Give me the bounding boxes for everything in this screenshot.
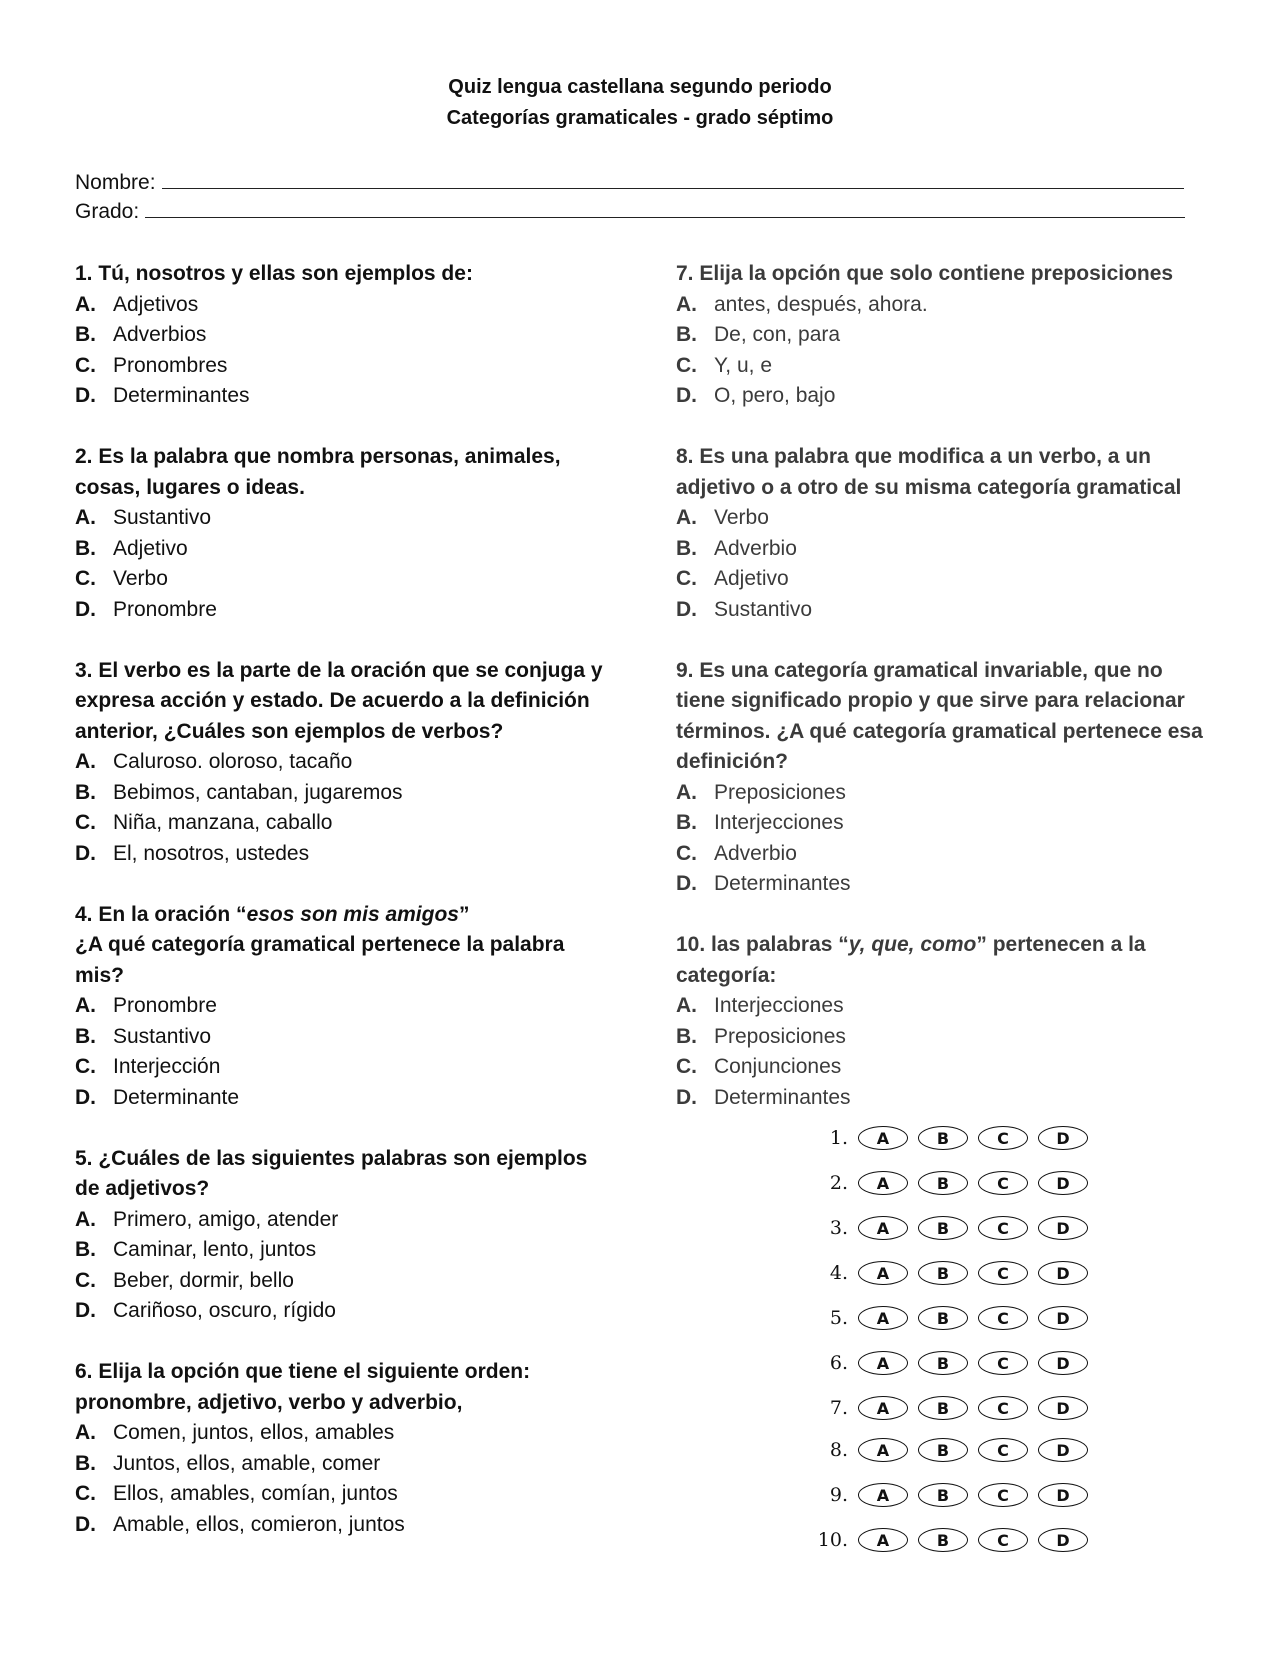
option-text: Caluroso. oloroso, tacaño bbox=[113, 750, 353, 773]
bubble-c[interactable]: C bbox=[978, 1483, 1028, 1507]
answer-number: 7. bbox=[829, 1397, 848, 1419]
answer-number: 3. bbox=[829, 1217, 848, 1239]
answer-number: 4. bbox=[829, 1262, 848, 1284]
question-text-post: ” pertenecen a la categoría: bbox=[676, 933, 1146, 987]
bubble-d[interactable]: D bbox=[1038, 1483, 1088, 1507]
bubble-c[interactable]: C bbox=[978, 1528, 1028, 1552]
option-text: Adjetivo bbox=[113, 536, 188, 560]
bubble-b[interactable]: B bbox=[918, 1126, 968, 1150]
option-text: Amable, ellos, comieron, juntos bbox=[113, 1512, 405, 1536]
bubble-a[interactable]: A bbox=[858, 1483, 908, 1507]
bubble-c[interactable]: C bbox=[978, 1261, 1028, 1285]
option-text: Conjunciones bbox=[714, 1055, 842, 1078]
option-letter: D. bbox=[676, 1085, 697, 1109]
option-b[interactable] bbox=[676, 808, 1216, 839]
option-text: Comen, juntos, ellos, amables bbox=[113, 1421, 395, 1444]
option-a[interactable] bbox=[676, 290, 1216, 321]
bubble-d[interactable]: D bbox=[1038, 1528, 1088, 1552]
question-3 bbox=[75, 656, 635, 870]
question-text: 1. Tú, nosotros y ellas son ejemplos de: bbox=[75, 262, 473, 285]
question-text: 9. Es una categoría gramatical invariable, que no tiene significado propio y que sirve para relacionar términos. ¿A qué categoría gramatical pertenece esa definición? bbox=[676, 658, 1203, 773]
option-d[interactable] bbox=[75, 595, 635, 626]
answer-row-4 bbox=[806, 1259, 1098, 1287]
option-b[interactable] bbox=[75, 778, 635, 809]
option-letter: A. bbox=[75, 292, 96, 316]
option-text: Y, u, e bbox=[714, 353, 772, 377]
option-letter: C. bbox=[676, 353, 697, 377]
answer-number: 1. bbox=[829, 1127, 848, 1149]
left-column bbox=[75, 259, 635, 1540]
question-text: 6. Elija la opción que tiene el siguiente orden: pronombre, adjetivo, verbo y adverbio, bbox=[75, 1360, 531, 1414]
bubble-a[interactable]: A bbox=[858, 1126, 908, 1150]
question-6 bbox=[75, 1357, 635, 1540]
option-letter: B. bbox=[75, 780, 96, 804]
option-letter: A. bbox=[676, 994, 697, 1017]
option-letter: B. bbox=[676, 811, 697, 834]
quiz-title: Quiz lengua castellana segundo periodo bbox=[448, 76, 832, 98]
question-text: 8. Es una palabra que modifica a un verbo, a un adjetivo o a otro de su misma categoría gramatical bbox=[676, 445, 1182, 499]
bubble-b[interactable]: B bbox=[918, 1483, 968, 1507]
option-a[interactable] bbox=[75, 503, 635, 534]
option-text: Interjecciones bbox=[714, 994, 844, 1017]
bubble-c[interactable]: C bbox=[978, 1351, 1028, 1375]
question-5 bbox=[75, 1144, 635, 1327]
option-letter: C. bbox=[676, 841, 697, 865]
bubble-d[interactable]: D bbox=[1038, 1306, 1088, 1330]
option-d[interactable] bbox=[676, 869, 1216, 900]
option-text: Bebimos, cantaban, jugaremos bbox=[113, 780, 403, 804]
option-text: Sustantivo bbox=[714, 597, 813, 621]
option-a[interactable] bbox=[676, 503, 1216, 534]
option-b[interactable] bbox=[75, 1449, 635, 1480]
question-text-italic: y, que, como bbox=[848, 933, 977, 956]
answer-number: 8. bbox=[829, 1439, 848, 1461]
option-letter: A. bbox=[676, 292, 697, 316]
option-text: Caminar, lento, juntos bbox=[113, 1238, 317, 1261]
option-text: El, nosotros, ustedes bbox=[113, 841, 310, 865]
option-a[interactable] bbox=[676, 991, 1216, 1022]
quiz-subtitle: Categorías gramaticales - grado séptimo bbox=[446, 107, 834, 129]
option-letter: B. bbox=[676, 323, 697, 346]
option-letter: A. bbox=[75, 1207, 96, 1231]
right-column bbox=[676, 259, 1216, 1113]
option-d[interactable] bbox=[75, 1296, 635, 1327]
option-letter: B. bbox=[75, 536, 96, 560]
bubble-a[interactable]: A bbox=[858, 1306, 908, 1330]
option-d[interactable] bbox=[75, 1083, 635, 1114]
option-a[interactable] bbox=[75, 1418, 635, 1449]
option-c[interactable] bbox=[75, 808, 635, 839]
option-letter: A. bbox=[75, 1421, 96, 1444]
bubble-c[interactable]: C bbox=[978, 1216, 1028, 1240]
option-a[interactable] bbox=[676, 778, 1216, 809]
option-letter: C. bbox=[75, 353, 96, 377]
option-letter: B. bbox=[75, 1238, 96, 1261]
option-b[interactable] bbox=[676, 320, 1216, 351]
option-letter: D. bbox=[676, 872, 697, 895]
question-text: 7. Elija la opción que solo contiene preposiciones bbox=[676, 262, 1174, 285]
bubble-a[interactable]: A bbox=[858, 1528, 908, 1552]
option-a[interactable] bbox=[75, 1205, 635, 1236]
bubble-a[interactable]: A bbox=[858, 1261, 908, 1285]
bubble-b[interactable]: B bbox=[918, 1261, 968, 1285]
option-letter: D. bbox=[676, 384, 697, 407]
question-4 bbox=[75, 900, 635, 1114]
option-text: O, pero, bajo bbox=[714, 384, 836, 407]
bubble-d[interactable]: D bbox=[1038, 1438, 1088, 1462]
bubble-c[interactable]: C bbox=[978, 1306, 1028, 1330]
bubble-d[interactable]: D bbox=[1038, 1216, 1088, 1240]
bubble-d[interactable]: D bbox=[1038, 1396, 1088, 1420]
answer-number: 6. bbox=[829, 1352, 848, 1374]
option-text: Verbo bbox=[113, 567, 168, 590]
grade-field[interactable] bbox=[75, 199, 1185, 224]
option-letter: C. bbox=[75, 811, 96, 834]
bubble-a[interactable]: A bbox=[858, 1351, 908, 1375]
question-text-line2: ¿A qué categoría gramatical pertenece la palabra mis? bbox=[75, 933, 565, 987]
option-letter: D. bbox=[75, 384, 96, 407]
question-text: 2. Es la palabra que nombra personas, animales, cosas, lugares o ideas. bbox=[75, 445, 561, 499]
answer-row-2 bbox=[806, 1169, 1098, 1197]
option-text: Pronombre bbox=[113, 994, 217, 1017]
bubble-b[interactable]: B bbox=[918, 1171, 968, 1195]
option-letter: D. bbox=[676, 597, 697, 621]
name-field[interactable] bbox=[75, 170, 1184, 195]
question-text-post: ” bbox=[458, 902, 470, 926]
bubble-d[interactable]: D bbox=[1038, 1171, 1088, 1195]
option-text: antes, después, ahora. bbox=[714, 292, 928, 316]
option-text: Primero, amigo, atender bbox=[113, 1207, 339, 1231]
option-text: Adverbio bbox=[714, 536, 797, 560]
option-letter: A. bbox=[75, 506, 96, 529]
bubble-b[interactable]: B bbox=[918, 1351, 968, 1375]
answer-row-10 bbox=[806, 1526, 1098, 1554]
option-text: Verbo bbox=[714, 506, 769, 529]
option-d[interactable] bbox=[676, 1083, 1216, 1114]
option-b[interactable] bbox=[676, 534, 1216, 565]
name-label: Nombre: bbox=[75, 171, 156, 194]
question-text bbox=[75, 900, 635, 931]
option-text: Preposiciones bbox=[714, 1024, 846, 1048]
question-text: 3. El verbo es la parte de la oración que se conjuga y expresa acción y estado. De acuerdo a la definición anterior, ¿Cuáles son ejemplos de verbos? bbox=[75, 658, 603, 743]
grade-blank-line[interactable] bbox=[145, 199, 1185, 218]
option-letter: C. bbox=[75, 1268, 96, 1292]
option-letter: C. bbox=[75, 567, 96, 590]
option-letter: A. bbox=[75, 750, 96, 773]
option-letter: C. bbox=[75, 1055, 96, 1078]
answer-row-3 bbox=[806, 1214, 1098, 1242]
question-text-italic: esos son mis amigos bbox=[246, 902, 459, 926]
option-text: Determinante bbox=[113, 1085, 240, 1109]
bubble-b[interactable]: B bbox=[918, 1528, 968, 1552]
option-c[interactable] bbox=[676, 564, 1216, 595]
option-letter: D. bbox=[75, 841, 96, 865]
option-letter: D. bbox=[75, 597, 96, 621]
option-c[interactable] bbox=[676, 1052, 1216, 1083]
option-b[interactable] bbox=[75, 1022, 635, 1053]
option-text: Interjección bbox=[113, 1055, 221, 1078]
answer-number: 10. bbox=[817, 1529, 848, 1551]
option-letter: A. bbox=[676, 780, 697, 804]
option-d[interactable] bbox=[75, 381, 635, 412]
option-letter: D. bbox=[75, 1512, 96, 1536]
question-text-pre: 4. En la oración “ bbox=[75, 902, 247, 926]
bubble-d[interactable]: D bbox=[1038, 1351, 1088, 1375]
answer-row-6 bbox=[806, 1349, 1098, 1377]
bubble-c[interactable]: C bbox=[978, 1396, 1028, 1420]
answer-number: 5. bbox=[829, 1307, 848, 1329]
question-8 bbox=[676, 442, 1216, 625]
option-c[interactable] bbox=[75, 564, 635, 595]
answer-number: 9. bbox=[829, 1484, 848, 1506]
option-letter: B. bbox=[75, 1451, 96, 1475]
option-text: Determinantes bbox=[714, 872, 851, 895]
option-d[interactable] bbox=[75, 839, 635, 870]
option-text: Juntos, ellos, amable, comer bbox=[113, 1451, 381, 1475]
option-letter: B. bbox=[75, 323, 96, 346]
option-a[interactable] bbox=[75, 991, 635, 1022]
bubble-a[interactable]: A bbox=[858, 1438, 908, 1462]
option-letter: D. bbox=[75, 1085, 96, 1109]
option-b[interactable] bbox=[75, 534, 635, 565]
option-c[interactable] bbox=[75, 1266, 635, 1297]
question-10 bbox=[676, 930, 1216, 1113]
option-letter: D. bbox=[75, 1299, 96, 1322]
bubble-b[interactable]: B bbox=[918, 1438, 968, 1462]
option-text: Preposiciones bbox=[714, 780, 846, 804]
option-letter: C. bbox=[75, 1482, 96, 1505]
bubble-a[interactable]: A bbox=[858, 1171, 908, 1195]
option-text: Pronombres bbox=[113, 353, 228, 377]
question-7 bbox=[676, 259, 1216, 412]
option-text: Adverbio bbox=[714, 841, 797, 865]
option-text: Determinantes bbox=[714, 1085, 851, 1109]
question-text bbox=[676, 930, 1176, 991]
option-letter: C. bbox=[676, 1055, 697, 1078]
option-b[interactable] bbox=[75, 1235, 635, 1266]
bubble-a[interactable]: A bbox=[858, 1216, 908, 1240]
answer-row-7 bbox=[806, 1394, 1098, 1422]
option-d[interactable] bbox=[676, 381, 1216, 412]
option-b[interactable] bbox=[75, 320, 635, 351]
name-blank-line[interactable] bbox=[162, 170, 1184, 189]
option-letter: B. bbox=[676, 536, 697, 560]
option-c[interactable] bbox=[75, 1479, 635, 1510]
answer-row-9 bbox=[806, 1481, 1098, 1509]
option-text: Interjecciones bbox=[714, 811, 844, 834]
question-1 bbox=[75, 259, 635, 412]
bubble-d[interactable]: D bbox=[1038, 1261, 1088, 1285]
answer-row-1 bbox=[806, 1124, 1098, 1152]
option-text: Sustantivo bbox=[113, 506, 212, 529]
bubble-a[interactable]: A bbox=[858, 1396, 908, 1420]
bubble-d[interactable]: D bbox=[1038, 1126, 1088, 1150]
option-c[interactable] bbox=[676, 839, 1216, 870]
bubble-c[interactable]: C bbox=[978, 1126, 1028, 1150]
option-letter: A. bbox=[75, 994, 96, 1017]
option-letter: B. bbox=[676, 1024, 697, 1048]
answer-row-5 bbox=[806, 1304, 1098, 1332]
question-text-pre: 10. las palabras “ bbox=[676, 933, 849, 956]
bubble-c[interactable]: C bbox=[978, 1438, 1028, 1462]
grade-label: Grado: bbox=[75, 200, 140, 223]
answer-number: 2. bbox=[829, 1172, 848, 1194]
answer-row-8 bbox=[806, 1436, 1098, 1464]
bubble-b[interactable]: B bbox=[918, 1216, 968, 1240]
option-text: Niña, manzana, caballo bbox=[113, 811, 333, 834]
option-c[interactable] bbox=[75, 351, 635, 382]
option-text: Beber, dormir, bello bbox=[113, 1268, 294, 1292]
bubble-b[interactable]: B bbox=[918, 1396, 968, 1420]
option-text: Adverbios bbox=[113, 323, 207, 346]
option-text: Adjetivos bbox=[113, 292, 199, 316]
option-text: Pronombre bbox=[113, 597, 217, 621]
option-letter: A. bbox=[676, 506, 697, 529]
option-text: Adjetivo bbox=[714, 567, 789, 590]
option-text: Cariñoso, oscuro, rígido bbox=[113, 1299, 336, 1322]
option-a[interactable] bbox=[75, 290, 635, 321]
option-letter: C. bbox=[676, 567, 697, 590]
option-c[interactable] bbox=[75, 1052, 635, 1083]
question-9 bbox=[676, 656, 1216, 900]
option-text: Determinantes bbox=[113, 384, 250, 407]
option-text: Ellos, amables, comían, juntos bbox=[113, 1482, 398, 1505]
option-d[interactable] bbox=[676, 595, 1216, 626]
option-text: Sustantivo bbox=[113, 1024, 212, 1048]
question-text: 5. ¿Cuáles de las siguientes palabras son ejemplos de adjetivos? bbox=[75, 1146, 588, 1200]
bubble-c[interactable]: C bbox=[978, 1171, 1028, 1195]
option-text: De, con, para bbox=[714, 323, 841, 346]
option-c[interactable] bbox=[676, 351, 1216, 382]
option-d[interactable] bbox=[75, 1510, 635, 1541]
bubble-b[interactable]: B bbox=[918, 1306, 968, 1330]
option-a[interactable] bbox=[75, 747, 635, 778]
option-b[interactable] bbox=[676, 1022, 1216, 1053]
option-letter: B. bbox=[75, 1024, 96, 1048]
question-2 bbox=[75, 442, 635, 625]
